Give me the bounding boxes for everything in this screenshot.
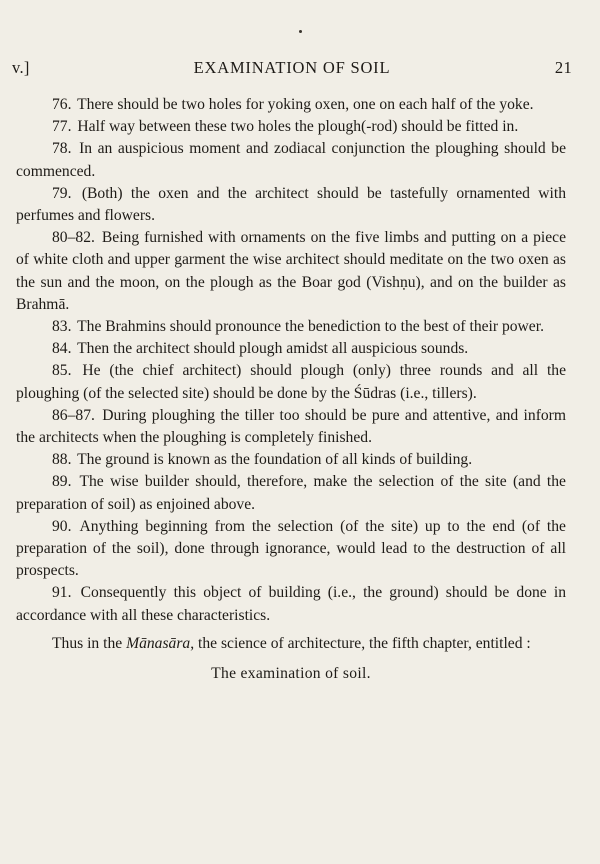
section-marker: v.] (12, 58, 30, 77)
verse-83 (16, 316, 566, 338)
verse-number: 84. (52, 340, 72, 358)
running-header (12, 58, 572, 80)
verse-number: 89. (52, 473, 72, 491)
page-number: 21 (554, 58, 572, 77)
verse-88 (16, 449, 566, 471)
chapter-title: The examination of soil. (211, 665, 371, 683)
verse-76 (16, 94, 566, 116)
verse-text: Half way between these two holes the plough(-rod) should be fitted in. (77, 118, 519, 136)
page-body (16, 94, 566, 685)
verse-85 (16, 360, 566, 404)
verse-number: 79. (52, 184, 72, 202)
verse-text: The wise builder should, therefore, make the selection of the site (and the preparation of soil) as enjoined above. (16, 473, 566, 513)
verse-90 (16, 516, 566, 583)
verse-78 (16, 138, 566, 182)
verse-text: There should be two holes for yoking oxen, one on each half of the yoke. (77, 96, 534, 113)
verse-text: (Both) the oxen and the architect should be tastefully ornamented with perfumes and flowers. (16, 184, 566, 225)
text-title: Mānasāra (126, 634, 191, 652)
verse-number: 80–82. (52, 229, 95, 247)
verse-80-82 (16, 227, 566, 316)
verse-number: 85. (52, 362, 72, 380)
verse-number: 76. (52, 96, 72, 113)
verse-number: 77. (52, 118, 72, 136)
verse-text: In an auspicious moment and zodiacal conjunction the ploughing should be commenced. (16, 140, 566, 180)
verse-text: Consequently this object of building (i.e., the ground) should be done in accordance with all these characteristics. (16, 584, 566, 624)
print-speck (299, 30, 302, 33)
verse-text: Then the architect should plough amidst all auspicious sounds. (77, 340, 469, 358)
verse-number: 91. (52, 584, 72, 602)
verse-number: 90. (52, 517, 72, 535)
verse-text: The ground is known as the foundation of all kinds of building. (77, 451, 473, 469)
colophon-lead: Thus in the (52, 634, 127, 652)
verse-text: During ploughing the tiller too should be pure and attentive, and inform the architects when the ploughing is completely finished. (16, 406, 567, 447)
verse-text: Being furnished with ornaments on the five limbs and putting on a piece of white cloth and upper garment the wise architect should meditate on the two oxen as the sun and the moon, on the plough as the Boar god (Vishṇu), and on the builder as Brahmā. (16, 229, 566, 313)
verse-text: The Brahmins should pronounce the benediction to the best of their power. (77, 318, 544, 336)
colophon-rest: , the science of architecture, the fifth chapter, entitled : (190, 634, 531, 652)
verse-91 (16, 582, 566, 626)
verse-text: He (the chief architect) should plough (only) three rounds and all the ploughing (of the selected site) should be done by the Śūdras (i.e., tillers). (16, 362, 566, 402)
verse-86-87 (16, 405, 566, 449)
verse-number: 78. (52, 140, 72, 158)
verse-number: 88. (52, 451, 72, 469)
verse-89 (16, 471, 566, 515)
chapter-colophon (16, 633, 566, 655)
running-title: EXAMINATION OF SOIL (193, 58, 391, 77)
verse-text: Anything beginning from the selection (of the site) up to the end (of the preparation of the soil), done through ignorance, would lead to the destruction of all prospects. (16, 517, 566, 580)
verse-number: 83. (52, 318, 72, 336)
verse-number: 86–87. (52, 406, 95, 424)
verse-77 (16, 116, 566, 138)
verse-79 (16, 183, 566, 227)
verse-84 (16, 338, 566, 360)
